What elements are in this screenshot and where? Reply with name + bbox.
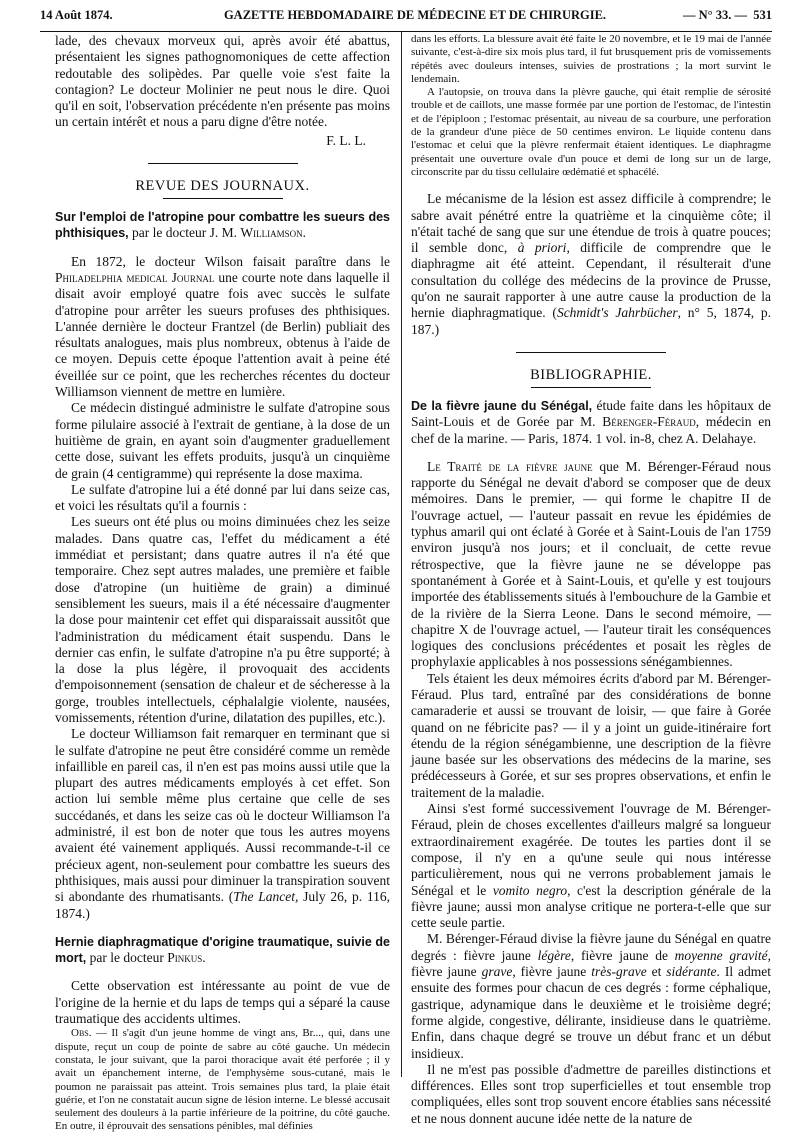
atropine-paragraph-5 bbox=[55, 726, 390, 922]
section-underline bbox=[531, 387, 651, 388]
spacer bbox=[411, 447, 771, 459]
text-run: M. Bérenger-Féraud divise la fièvre jaune du Sénégal en quatre degrés : fièvre jaune bbox=[411, 931, 771, 963]
text-run: , fièvre jaune bbox=[411, 947, 771, 980]
running-header bbox=[40, 0, 772, 30]
italic-term: très-grave bbox=[591, 964, 647, 980]
text-run: , n° 5, 1874, p. 187.) bbox=[411, 305, 771, 337]
text-run: Ainsi s'est formé successivement l'ouvrage de M. Bérenger-Féraud, plein de choses excellentes d'ailleurs malgré sa longueur extraordinairement exagérée. De toutes les parties dont il se compose, il n'y en a qu'une seule qui nous intéresse particulièrement, nous qui ne verrons probablement jamais le Sénégal et le bbox=[411, 801, 771, 898]
text-run: étude faite dans les hôpitaux de Saint-Louis et de Gorée par M. bbox=[411, 397, 771, 430]
article-signature: F. L. L. bbox=[326, 132, 366, 148]
spacer bbox=[55, 966, 390, 978]
biblio-heading bbox=[411, 398, 771, 447]
header-issue-page bbox=[683, 0, 772, 30]
journal-reference: The Lancet, bbox=[233, 889, 299, 905]
text-run: et bbox=[646, 964, 667, 980]
text-run: Le mécanisme de la lésion est assez difficile à comprendre; le sabre avait pénétré entre la quatrième et la cinquième côte; il n'était taché de sang que sur une étendue de trois à quatre pouces; il semble donc, bbox=[411, 191, 771, 256]
text-run: , médecin en chef de la marine. — Paris, 1874. 1 vol. in-8, chez A. Delahaye. bbox=[411, 414, 771, 446]
journal-name: Philadelphia medical Journal bbox=[55, 269, 215, 285]
book-title-smallcaps: Le Traité de la fièvre jaune bbox=[427, 458, 593, 474]
text-run: — Il s'agit d'un jeune homme de vingt ans, Br..., qui, dans une dispute, reçut un coup de pointe de sabre au côté gauche. Un médecin constata, le jour suivant, que la paroi thoracique avait été perforée ; il y avait un épanchement interne, de l'emphysème sous-cutané, mais le poumon ne paraissait pas atteint. Trois semaines plus tard, la plaie était guérie, et l'on ne constatait aucun signe de lésion interne. Le blessé accusait seulement des douleurs à la partie inférieure de la poitrine, du côté gauche. En outre, il éprouvait des sensations pénibles, mal définies bbox=[55, 1027, 390, 1133]
biblio-paragraph-4 bbox=[411, 931, 771, 1061]
biblio-paragraph-3 bbox=[411, 801, 771, 931]
section-title-revue: REVUE DES JOURNAUX. bbox=[135, 178, 310, 195]
section-title-bibliographie: BIBLIOGRAPHIE. bbox=[530, 366, 652, 383]
italic-term: sidérante bbox=[666, 964, 717, 980]
text-run: Le docteur Williamson fait remarquer en terminant que si le sulfate d'atropine ne peut être considéré comme un remède infaillible en pareil cas, il n'en est pas moins aussi utile que la plupart des autres médicaments employés à cet effet. Son action lui semble même plus certaine que celle de ses succédanés, et dans les seize cas où le docteur Williamson l'a administré, il est bon de noter que tous les autres moyens avaient été vainement appliqués. Aussi recommande-t-il ce précieux agent, non-seulement pour combattre les sueurs des phthisiques, mais aussi pour diminuer la transpiration souvent si abondante des rhumatisants. ( bbox=[55, 726, 390, 905]
article-hernie-author: Pinkus. bbox=[167, 950, 206, 966]
spacer bbox=[55, 242, 390, 254]
article-atropine-byline-prefix: par le docteur J. M. bbox=[128, 225, 241, 241]
observation-continued: dans les efforts. La blessure avait été faite le 20 novembre, et le 19 mai de l'année suivante, c'est-à-dire six mois plus tard, il fut brusquement pris de vomissements répétés avec douleurs intenses, suivies de prostrations ; la mort survint le lendemain. bbox=[411, 33, 771, 85]
italic-term: grave bbox=[481, 964, 513, 980]
italic-term: vomito negro bbox=[492, 882, 568, 898]
section-heading-revue bbox=[55, 163, 390, 199]
text-run: une courte note dans laquelle il disait avoir employé quatre fois avec succès le sulfate d'atropine pour arrêter les sueurs profuses des phthisiques. L'année dernière le docteur Frantzel (de Berlin) publiait des résultats analogues, mais plus nombreux, obtenus à l'aide de ce moyen. Depuis cette époque l'attention avait à peine été éveillée sur ce point, que les recherches récentes du docteur Williamson viennent de mettre en lumière. bbox=[55, 269, 390, 400]
article-atropine-title: Sur l'emploi de l'atropine pour combattre les sueurs des phthisiques, bbox=[55, 210, 390, 241]
section-heading-bibliographie bbox=[411, 352, 771, 388]
column-divider bbox=[401, 32, 402, 1077]
left-column bbox=[55, 33, 390, 1133]
right-column bbox=[411, 33, 772, 1126]
italic-term: légère bbox=[537, 947, 571, 963]
text-run: , fièvre jaune bbox=[512, 964, 592, 980]
opening-paragraph: lade, des chevaux morveux qui, après avoir été abattus, présentaient les signes pathognomoniques de cette affection redoutable des solipèdes. Par quelle voie s'est faite la contagion? Le docteur Molinier ne peut nous le dire. Quoi qu'il en soit, l'observation précédente n'en présente pas moins un certain intérêt et nous a paru digne d'être notée. bbox=[55, 33, 390, 130]
text-run: , c'est la description générale de la fièvre jaune; aussi mon analyse critique ne portera-t-elle que sur cette seule partie. bbox=[411, 882, 771, 931]
biblio-paragraph-2: Tels étaient les deux mémoires écrits d'abord par M. Bérenger-Féraud. Plus tard, entraîné par des considérations de bonne camaraderie et aussi se trouvant de loisir, — que faire à Gorée quand on ne fébricite pas? — il y a joint un guide-itinéraire fort étendu de la région sénégambienne, une description de la fièvre jaune basée sur les observations des médecins de la marine, ses prédécesseurs à Gorée, et sur ses propres observations, et enfin le traitement de la maladie. bbox=[411, 670, 771, 800]
text-run: , difficile de comprendre que le diaphragme ait été atteint. Cependant, il résulterait d'une consultation du collége des médecins de la province de Prusse, qu'on ne saurait rapporter à une autre cause la production de la hernie diaphragmatique. ( bbox=[411, 240, 771, 321]
mechanism-paragraph bbox=[411, 191, 771, 338]
article-atropine-author: Williamson. bbox=[240, 225, 306, 241]
observation-label: Obs. bbox=[71, 1027, 92, 1040]
observation-paragraph bbox=[55, 1027, 390, 1133]
biblio-title: De la fièvre jaune du Sénégal, bbox=[411, 398, 593, 413]
text-run: que M. Bérenger-Féraud nous rapporte du Sénégal ne devait d'abord se composer que de deux mémoires. Dans le premier, — qui forme le chapitre II de l'ouvrage actuel, — l'auteur passait en revue les épidémies de typhus amaril qui ont éclaté à Gorée et à Saint-Louis de l'an 1759 environ jusqu'à nos jours; et il concluait, de cette revue rétrospective, que la fièvre jaune ne se développe pas spontanément à Gorée et à Saint-Louis, et qu'elle y est toujours importée des établissements situés à l'embouchure de la Gambie et de la rivière de la Sierra Leone. Dans le second mémoire, — chapitre X de l'ouvrage actuel, — l'auteur tirait les conséquences logiques des conclusions précédentes et posait les règles de prophylaxie applicables à nos possessions sénégambiennes. bbox=[411, 458, 772, 670]
journal-reference: Schmidt's Jahrbücher bbox=[556, 305, 678, 321]
header-date: 14 Août 1874. bbox=[40, 8, 113, 22]
biblio-paragraph-1 bbox=[411, 459, 771, 671]
hernie-paragraph-1: Cette observation est intéressante au point de vue de l'origine de la hernie et du laps de temps qui a séparé la cause traumatique des accidents ultimes. bbox=[55, 978, 390, 1027]
atropine-paragraph-3: Le sulfate d'atropine lui a été donné par lui dans seize cas, et voici les résultats qu'il a fournis : bbox=[55, 481, 390, 514]
italic-term: à priori bbox=[517, 240, 567, 256]
biblio-author: Bérenger-Féraud bbox=[602, 414, 696, 430]
article-hernie-title: Hernie diaphragmatique d'origine traumatique, suivie de mort, bbox=[55, 934, 390, 966]
text-run: July 26, p. 116, 1874.) bbox=[55, 889, 390, 921]
atropine-paragraph-1 bbox=[55, 254, 390, 401]
section-rule bbox=[516, 352, 666, 353]
text-run: . Il admet ensuite des formes pour chacun de ces degrés : forme céphalique, gastrique, adynamique dans le deuxième et le troisième degré; forme algide, congestive, délirante, insidieuse dans le quatrième. Enfin, dans chaque degré se trouve un début franc et un début insidieux. bbox=[411, 964, 772, 1061]
spacer bbox=[55, 922, 390, 934]
article-hernie-heading bbox=[55, 934, 390, 967]
biblio-paragraph-5: Il ne m'est pas possible d'admettre de pareilles distinctions et différences. Elles sont trop superficielles et tout ensemble trop compliquées, elles sont trop souvent encore établies sans nécessité et ne nous donnent aucune idée nette de la nature de bbox=[411, 1061, 771, 1126]
atropine-paragraph-4: Les sueurs ont été plus ou moins diminuées chez les seize malades. Dans quatre cas, l'effet du médicament a été immédiat et persistant; dans quatre autres il n'a été que temporaire. Chez sept autres malades, une première et faible dose d'atropine (un huitième de grain) a diminué sensiblement les sueurs, mais il a été nécessaire d'augmenter la dose pour maintenir cet effet qui disparaissait aussitôt que l'administration du médicament était suspendu. Dans le dernier cas enfin, le sulfate d'atropine n'a pu être supporté; à la dose la plus légère, il provoquait des accidents d'empoisonnement (sensation de chaleur et de sécheresse à la gorge, troubles intellectuels, céphalalgie violente, nausées, vomissements, rétention d'urine, dilatation des pupilles, etc.). bbox=[55, 514, 390, 725]
article-atropine-heading bbox=[55, 209, 390, 242]
header-issue-number: — N° 33. — bbox=[682, 8, 747, 22]
header-journal-title: GAZETTE HEBDOMADAIRE DE MÉDECINE ET DE CHIRURGIE. bbox=[223, 8, 607, 22]
section-rule bbox=[148, 163, 298, 164]
autopsy-paragraph: A l'autopsie, on trouva dans la plèvre gauche, qui était remplie de sérosité trouble et de caillots, une masse formée par une portion de l'estomac, de l'intestin et de l'épiploon ; l'estomac présentait, au niveau de sa courbure, une perforation de la grandeur d'une pièce de 50 centimes environ. Le liquide contenu dans l'estomac et celui que la plèvre renfermait étaient identiques. Le diaphragme présentait une ouverture ovale d'un pouce et demi de long sur un de large, circonscrite par du tissu cellulaire œdématié et sphacélé. bbox=[411, 86, 771, 178]
header-page-number: 531 bbox=[753, 8, 772, 22]
article-hernie-byline-prefix: par le docteur bbox=[86, 950, 168, 966]
italic-term: moyenne gravité bbox=[674, 947, 768, 963]
atropine-paragraph-2: Ce médecin distingué administre le sulfate d'atropine sous forme pilulaire associé à l'extrait de gentiane, à la dose de un huitième de grain, en ayant soin d'augmenter graduellement cette dose, suivant les effets produits, jusqu'à un cinquième de grain (4 centigramme) qui représente la dose maxima. bbox=[55, 400, 390, 481]
text-run: En 1872, le docteur Wilson faisait paraître dans le bbox=[71, 253, 390, 269]
text-run: , fièvre jaune de bbox=[570, 947, 675, 963]
spacer bbox=[411, 179, 771, 191]
header-rule bbox=[40, 31, 772, 32]
section-underline bbox=[163, 198, 283, 199]
